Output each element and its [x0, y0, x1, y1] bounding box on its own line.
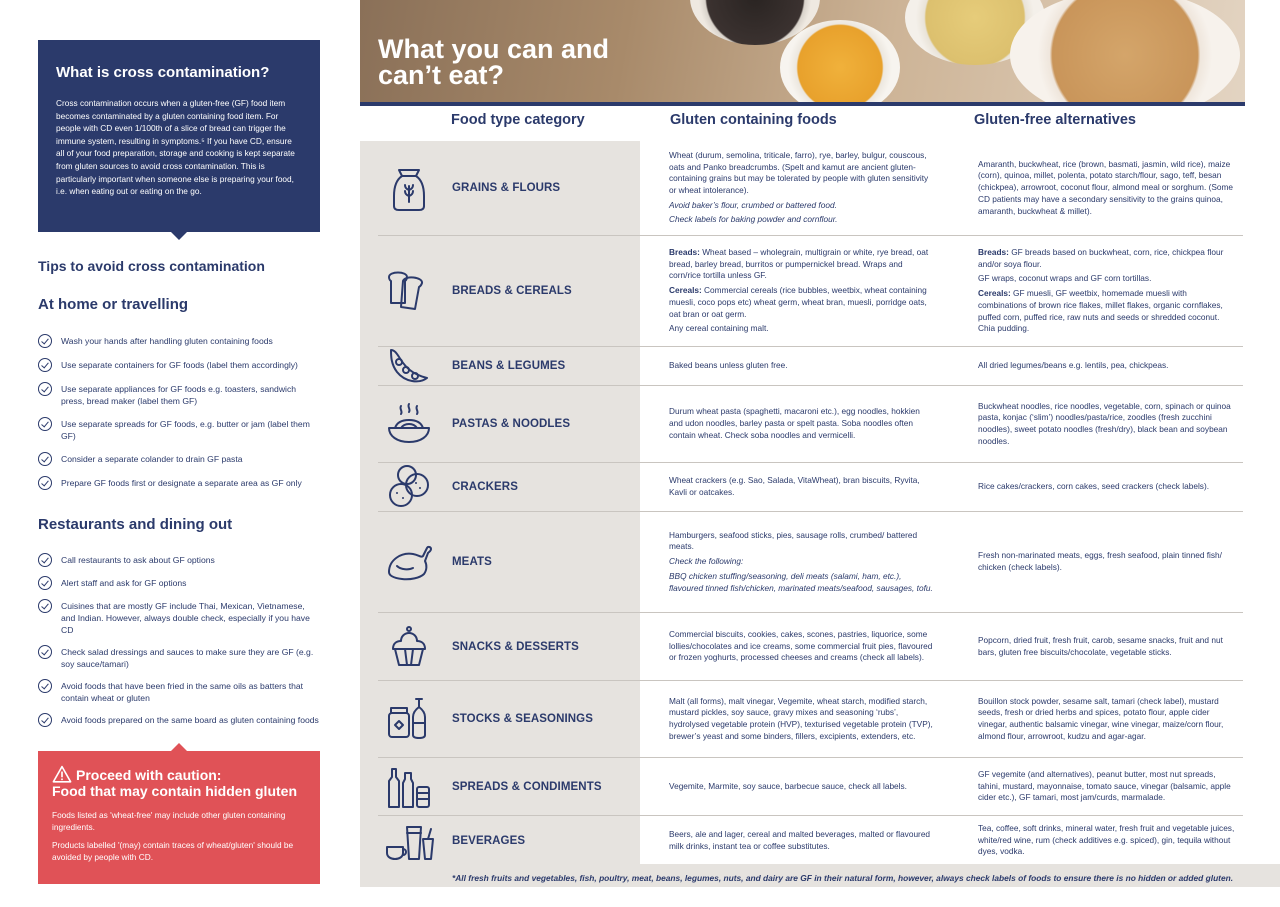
table-row [378, 681, 1243, 758]
tip-item [38, 646, 320, 670]
roast-chicken-icon [378, 534, 440, 590]
tip-item [38, 554, 320, 567]
tip-item [38, 680, 320, 704]
paragraph: Buckwheat noodles, rice noodles, vegetable, corn, spinach or quinoa pasta, konjac (‘slim’) noodles/pasta/rice, zoodles (fresh zucchini noodles), sweet potato noodles (fresh/dry), black bean and soybean noodles. [978, 400, 1231, 446]
paragraph: Commercial biscuits, cookies, cakes, scones, pastries, liquorice, some lollies/chocolates and ice creams, some commercial fruit pies, flavoured or frozen yoghurts, processed cheeses and creams (check all labels). [669, 628, 933, 663]
crackers-icon [378, 459, 440, 515]
paragraph: Bouillon stock powder, sesame salt, tamari (check label), mustard seeds, fresh or dried herbs and spices, potato flour, apple cider vinegar, authentic balsamic vinegar, wine vinegar, maize/corn flour, almond flour, arrowroot, kudzu and agar-agar. [978, 695, 1224, 741]
table-row [378, 613, 1243, 681]
food-guide-section [360, 0, 1280, 907]
check-circle-icon [38, 576, 52, 590]
table-row [378, 816, 1243, 865]
cross-contamination-box [38, 40, 320, 232]
tip-text: Call restaurants to ask about GF options [61, 555, 215, 565]
paragraph: Cereals: GF muesli, GF weetbix, homemade muesli with combinations of brown rice flakes, millet flakes, organic cornflakes, puffed corn, puffed rice, raw nuts and seeds or shredded coconut. Chia pudding. [978, 288, 1223, 334]
paragraph: Durum wheat pasta (spaghetti, macaroni etc.), egg noodles, hokkien and udon noodles, barley pasta or spelt pasta. Soba noodles often contain wheat. Check soba noodles and vermicelli. [669, 406, 920, 440]
tip-text: Cuisines that are mostly GF include Thai, Mexican, Vietnamese, and Indian. However, always double check, especially if you have CD [61, 601, 310, 635]
warning-icon [52, 765, 72, 783]
category-cell [378, 512, 640, 612]
tip-text: Use separate appliances for GF foods e.g. toasters, sandwich press, bread maker (label them GF) [61, 384, 297, 406]
check-circle-icon [38, 553, 52, 567]
tip-text: Prepare GF foods first or designate a separate area as GF only [61, 478, 302, 488]
header-gluten-containing: Gluten containing foods [670, 112, 837, 128]
flour-sack-icon [378, 160, 440, 216]
paragraph-label: Cereals: [669, 285, 702, 296]
tip-text: Wash your hands after handling gluten containing foods [61, 336, 273, 346]
tip-item [38, 477, 320, 490]
category-label: MEATS [452, 556, 492, 568]
table-row [378, 386, 1243, 463]
gluten-containing-cell [640, 347, 944, 385]
tip-item [38, 714, 320, 727]
category-cell [378, 347, 640, 385]
tip-item [38, 418, 320, 442]
paragraph: Wheat (durum, semolina, triticale, farro), rye, barley, bulgur, couscous, oats and Panko breadcrumbs. (Spelt and kamut are ancient gluten-containing grains but may be tolerated by people with gluten sensitivity or wheat intolerance). [669, 149, 929, 195]
caution-body-1: Foods listed as 'wheat-free' may include other gluten containing ingredients. [52, 810, 286, 832]
gluten-free-cell [944, 236, 1243, 346]
check-circle-icon [38, 713, 52, 727]
category-cell [378, 613, 640, 680]
paragraph: Avoid baker’s flour, crumbed or battered food. [669, 199, 837, 210]
check-circle-icon [38, 645, 52, 659]
caution-title: Proceed with caution: [76, 767, 222, 783]
paragraph: BBQ chicken stuffing/seasoning, deli meats (salami, ham, etc.), flavoured tinned fish/chicken, marinated meats/seafood, sausages, tofu. [669, 570, 933, 593]
check-circle-icon [38, 599, 52, 613]
check-circle-icon [38, 476, 52, 490]
category-label: BEANS & LEGUMES [452, 360, 566, 372]
cupcake-icon [378, 619, 440, 675]
caution-box [38, 751, 320, 884]
gluten-free-cell [944, 141, 1243, 235]
paragraph: Hamburgers, seafood sticks, pies, sausage rolls, crumbed/ battered meats. [669, 529, 918, 552]
category-label: SNACKS & DESSERTS [452, 640, 579, 653]
paragraph: Rice cakes/crackers, corn cakes, seed crackers (check labels). [978, 481, 1210, 492]
tip-text: Use separate containers for GF foods (label them accordingly) [61, 360, 298, 370]
paragraph: Beers, ale and lager, cereal and malted beverages, malted or flavoured milk drinks, instant tea or coffee substitutes. [669, 828, 931, 851]
paragraph: GF wraps, coconut wraps and GF corn tortillas. [978, 273, 1152, 284]
check-circle-icon [38, 382, 52, 396]
cross-contamination-title: What is cross contamination? [56, 64, 270, 81]
category-cell [378, 758, 640, 815]
tip-text: Avoid foods prepared on the same board as gluten containing foods [61, 715, 319, 725]
condiment-bottles-icon [378, 759, 440, 815]
table-row [378, 236, 1243, 347]
category-cell [378, 386, 640, 462]
gluten-containing-cell [640, 236, 944, 346]
paragraph: Check labels for baking powder and cornflour. [669, 214, 838, 225]
tip-item [38, 359, 320, 372]
paragraph: Wheat crackers (e.g. Sao, Salada, VitaWheat), bran biscuits, Ryvita, Kavli or oatcakes. [669, 475, 920, 497]
home-tips-list [38, 335, 320, 490]
hero-banner [360, 0, 1245, 108]
gluten-free-cell [944, 613, 1243, 680]
gluten-containing-cell [640, 512, 944, 612]
gluten-free-cell [944, 681, 1243, 757]
table-row [378, 512, 1243, 613]
category-label: SPREADS & CONDIMENTS [452, 780, 602, 793]
tip-item [38, 335, 320, 348]
gluten-containing-cell [640, 758, 944, 815]
category-cell [378, 141, 640, 235]
category-label: GRAINS & FLOURS [452, 182, 561, 194]
tip-text: Use separate spreads for GF foods, e.g. butter or jam (label them GF) [61, 419, 310, 441]
paragraph: Check the following: [669, 556, 744, 567]
tip-text: Alert staff and ask for GF options [61, 578, 187, 588]
paragraph: Tea, coffee, soft drinks, mineral water, fresh fruit and vegetable juices, white/red wine, rum (check additives e.g. spiced), gin, tequila without dyes, vodka. [978, 822, 1235, 857]
food-table [378, 141, 1243, 865]
noodle-bowl-icon [378, 396, 440, 452]
gluten-containing-cell [640, 463, 944, 511]
category-cell [378, 463, 640, 511]
category-label: BREADS & CEREALS [452, 285, 572, 297]
gluten-containing-cell [640, 816, 944, 865]
paragraph: GF vegemite (and alternatives), peanut butter, most nut spreads, tahini, mustard, mayonnaise, tomato sauce, vinegar (balsamic, apple cider etc.), GF tamari, most jam/curds, marmalade. [978, 768, 1231, 803]
gluten-free-cell [944, 816, 1243, 865]
category-label: CRACKERS [452, 481, 518, 493]
corn-bowl-image [780, 20, 900, 108]
category-cell [378, 236, 640, 346]
tip-item [38, 577, 320, 590]
check-circle-icon [38, 334, 52, 348]
category-cell [378, 816, 640, 865]
paragraph-label: Breads: [978, 247, 1009, 258]
category-label: STOCKS & SEASONINGS [452, 713, 593, 725]
gluten-free-cell [944, 463, 1243, 511]
paragraph: Amaranth, buckwheat, rice (brown, basmati, jasmin, wild rice), maize (corn), quinoa, millet, polenta, potato starch/flour, sago, teff, besan (chickpea), arrowroot, coconut flour, almond meal or sorghum. (Some CD patients may have a secondary sensitivity to the grains quinoa, amaranth, buckwheat & millet). [978, 158, 1234, 216]
tips-title: Tips to avoid cross contamination [38, 258, 265, 274]
gluten-containing-cell [640, 141, 944, 235]
table-row [378, 758, 1243, 816]
gluten-free-cell [944, 758, 1243, 815]
caution-subtitle: Food that may contain hidden gluten [52, 783, 297, 799]
table-row [378, 347, 1243, 386]
drinks-icon [378, 813, 440, 869]
table-row [378, 463, 1243, 512]
paragraph-label: Breads: [669, 247, 700, 258]
paragraph: Malt (all forms), malt vinegar, Vegemite, wheat starch, modified starch, mustard pickles, soy sauce, gravy mixes and seasoning ‘rubs’, hydrolysed vegetable protein (HVP), texturised vegetable protein (TVP), brewer’s yeast and some binders, fillers, excipients, extenders, etc. [669, 695, 933, 741]
hero-title: What you can and can’t eat? [378, 34, 610, 90]
tip-item [38, 453, 320, 466]
gluten-free-cell [944, 512, 1243, 612]
bread-slices-icon [378, 263, 440, 319]
check-circle-icon [38, 417, 52, 431]
paragraph: Vegemite, Marmite, soy sauce, barbecue sauce, check all labels. [669, 780, 907, 791]
chickpea-bowl-image [1010, 0, 1240, 108]
check-circle-icon [38, 358, 52, 372]
gluten-free-cell [944, 386, 1243, 462]
paragraph: Fresh non-marinated meats, eggs, fresh seafood, plain tinned fish/ chicken (check labels). [978, 550, 1222, 572]
paragraph: All dried legumes/beans e.g. lentils, pea, chickpeas. [978, 360, 1169, 371]
paragraph-label: Cereals: [978, 288, 1011, 299]
paragraph: Any cereal containing malt. [669, 323, 769, 334]
tip-text: Avoid foods that have been fried in the same oils as batters that contain wheat or gluten [61, 681, 304, 703]
footnote: *All fresh fruits and vegetables, fish, poultry, meat, beans, legumes, nuts, and dairy are GF in their natural form, however, always check labels of foods to ensure there is no hidden or added gluten. [360, 864, 1280, 887]
paragraph: Breads: GF breads based on buckwheat, corn, rice, chickpea flour and/or soya flour. [978, 247, 1224, 269]
header-category: Food type category [451, 112, 585, 128]
check-circle-icon [38, 679, 52, 693]
paragraph: Cereals: Commercial cereals (rice bubbles, weetbix, wheat containing muesli, coco pops etc) wheat germ, wheat bran, muesli, porridge oats, oat bran or oat germ. [669, 285, 927, 319]
jar-bottle-icon [378, 691, 440, 747]
tip-text: Consider a separate colander to drain GF pasta [61, 454, 243, 464]
caution-body-2: Products labelled '(may) contain traces of wheat/gluten' should be avoided by people with CD. [52, 840, 294, 862]
tip-item [38, 600, 320, 636]
paragraph: Baked beans unless gluten free. [669, 360, 788, 371]
gluten-containing-cell [640, 681, 944, 757]
category-label: PASTAS & NOODLES [452, 418, 571, 430]
gluten-containing-cell [640, 386, 944, 462]
restaurant-tips-list [38, 554, 320, 727]
gluten-free-cell [944, 347, 1243, 385]
tip-text: Check salad dressings and sauces to make sure they are GF (e.g. soy sauce/tamari) [61, 647, 314, 669]
cross-contamination-body: Cross contamination occurs when a gluten-free (GF) food item becomes contaminated by a gluten containing food item. For people with CD even 1/100th of a slice of bread can trigger the immune system, resulting in symptoms.⁵ If you have CD, ensure all of your food preparation, storage and cooking is kept separate from gluten sources to avoid cross contamination. This is particularly important when someone else is preparing your food, i.e. when eating out or eating on the go. [56, 98, 295, 197]
category-label: BEVERAGES [452, 834, 526, 847]
category-cell [378, 681, 640, 757]
header-gluten-free: Gluten-free alternatives [974, 112, 1136, 128]
check-circle-icon [38, 452, 52, 466]
paragraph: Breads: Wheat based – wholegrain, multigrain or white, rye bread, oat bread, barley bread, burritos or pumpernickel bread. Wraps and corn/rice tortilla unless GF. [669, 247, 929, 281]
gluten-containing-cell [640, 613, 944, 680]
table-row [378, 141, 1243, 236]
paragraph: Popcorn, dried fruit, fresh fruit, carob, sesame snacks, fruit and nut bars, gluten free biscuits/chocolate, vegetable sticks. [978, 634, 1223, 657]
restaurants-title: Restaurants and dining out [38, 516, 233, 533]
tip-item [38, 383, 320, 407]
home-travelling-title: At home or travelling [38, 296, 189, 313]
